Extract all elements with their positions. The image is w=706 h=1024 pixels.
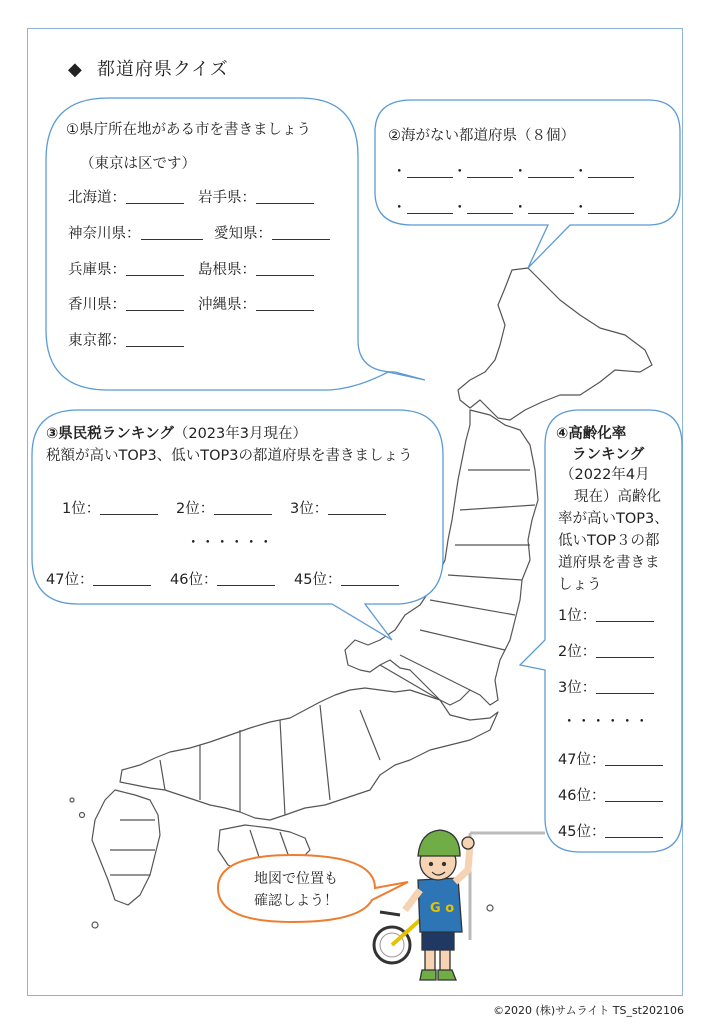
answer-blank[interactable] xyxy=(341,584,399,586)
answer-blank[interactable] xyxy=(126,202,184,204)
map-kinki-chugoku xyxy=(120,688,498,820)
q3-rank-item: 47位： xyxy=(46,568,151,589)
answer-blank[interactable] xyxy=(126,345,184,347)
q2-answer-row: ・ ・ ・ ・ xyxy=(392,160,634,181)
answer-blank[interactable] xyxy=(100,513,158,515)
q1-item: 島根県： xyxy=(198,258,314,279)
answer-blank[interactable] xyxy=(256,202,314,204)
answer-blank[interactable] xyxy=(141,238,203,240)
q4-ellipsis: ・・・・・・ xyxy=(562,714,649,730)
q1-note: （東京は区です） xyxy=(80,156,196,172)
q3-rank-item: 3位： xyxy=(290,497,386,518)
answer-blank[interactable] xyxy=(126,274,184,276)
q4-desc: （2022年4月 現在）高齢化 率が高いTOP3、 低いTOP３の都 道府県を書きま しょう xyxy=(558,467,669,593)
q4-rank-item: 47位： xyxy=(558,748,663,769)
answer-blank[interactable] xyxy=(588,212,634,214)
answer-blank[interactable] xyxy=(93,584,151,586)
signpost xyxy=(470,833,545,940)
answer-blank[interactable] xyxy=(596,620,654,622)
q3-rank-item: 45位： xyxy=(294,568,399,589)
q3-ellipsis: ・・・・・・ xyxy=(186,535,273,551)
answer-blank[interactable] xyxy=(528,176,574,178)
answer-blank[interactable] xyxy=(328,513,386,515)
q1-item: 愛知県： xyxy=(214,222,330,243)
answer-blank[interactable] xyxy=(596,692,654,694)
answer-blank[interactable] xyxy=(407,212,453,214)
q4-rank-item: 1位： xyxy=(558,604,654,625)
q3-rank-item: 1位： xyxy=(62,497,158,518)
q1-item: 東京都： xyxy=(68,329,184,350)
map-kyushu xyxy=(92,790,160,905)
q2-heading: ②海がない都道府県（８個） xyxy=(388,128,575,144)
answer-blank[interactable] xyxy=(214,513,272,515)
answer-blank[interactable] xyxy=(217,584,275,586)
answer-blank[interactable] xyxy=(467,212,513,214)
bullet-diamond-icon: ◆ xyxy=(68,59,83,80)
answer-blank[interactable] xyxy=(605,800,663,802)
q1-item: 神奈川県： xyxy=(68,222,203,243)
page-title: ◆ 都道府県クイズ xyxy=(68,59,229,80)
speech-text: 地図で位置も 確認しよう！ xyxy=(254,871,338,909)
copyright: ©2020 (株)サムライト TS_st202106 xyxy=(493,1004,684,1017)
q1-item: 北海道： xyxy=(68,186,184,207)
q1-item: 香川県： xyxy=(68,293,184,314)
q3-heading: ③県民税ランキング（2023年3月現在） xyxy=(46,426,307,442)
q4-rank-item: 3位： xyxy=(558,676,654,697)
q1-item: 兵庫県： xyxy=(68,258,184,279)
shirt-text: G o xyxy=(430,901,455,916)
q4-rank-item: 2位： xyxy=(558,640,654,661)
answer-blank[interactable] xyxy=(256,274,314,276)
q1-item: 岩手県： xyxy=(198,186,314,207)
q2-answer-row: ・ ・ ・ ・ xyxy=(392,196,634,217)
q4-rank-item: 46位： xyxy=(558,784,663,805)
answer-blank[interactable] xyxy=(528,212,574,214)
answer-blank[interactable] xyxy=(467,176,513,178)
answer-blank[interactable] xyxy=(588,176,634,178)
q1-heading: ①県庁所在地がある市を書きましょう xyxy=(66,122,311,138)
q3-instruction: 税額が高いTOP3、低いTOP3の都道府県を書きましょう xyxy=(46,448,413,464)
q4-rank-item: 45位： xyxy=(558,820,663,841)
q1-item: 沖縄県： xyxy=(198,293,314,314)
answer-blank[interactable] xyxy=(605,836,663,838)
answer-blank[interactable] xyxy=(272,238,330,240)
map-hokkaido xyxy=(458,268,652,420)
q4-heading-line2: ランキング xyxy=(572,447,645,463)
cyclist-character xyxy=(374,830,474,980)
answer-blank[interactable] xyxy=(256,309,314,311)
q3-rank-item: 2位： xyxy=(176,497,272,518)
answer-blank[interactable] xyxy=(407,176,453,178)
q3-rank-item: 46位： xyxy=(170,568,275,589)
answer-blank[interactable] xyxy=(596,656,654,658)
answer-blank[interactable] xyxy=(605,764,663,766)
answer-blank[interactable] xyxy=(126,309,184,311)
q4-heading-line1: ④高齢化率 xyxy=(556,426,627,442)
